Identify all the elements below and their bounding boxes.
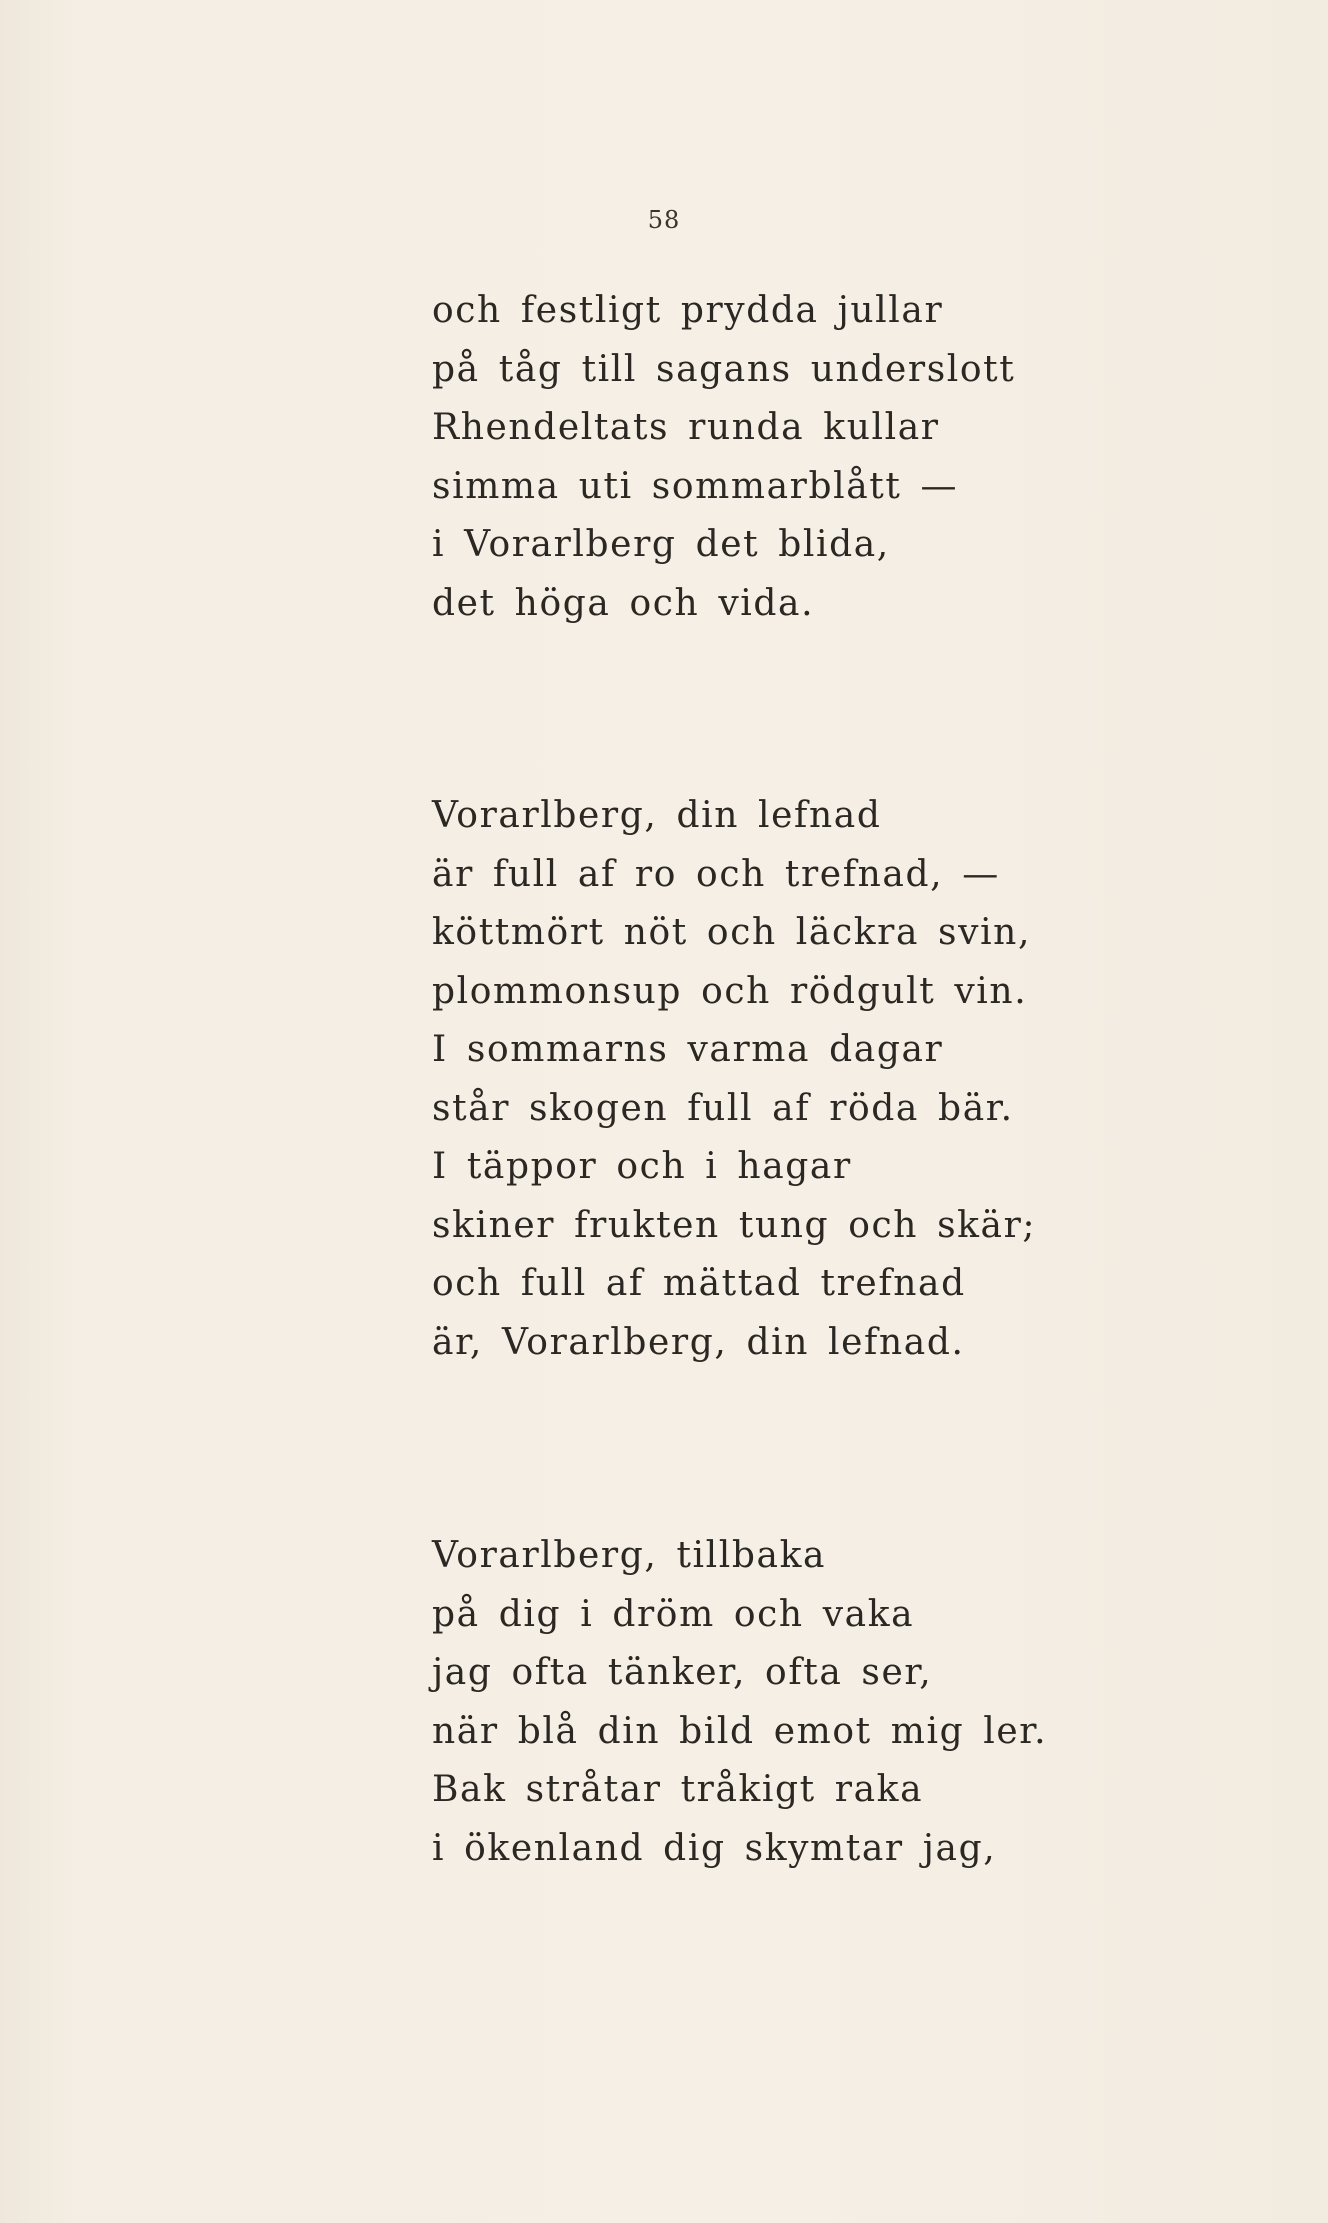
poem-line: skiner frukten tung och skär;	[432, 1204, 1037, 1246]
poem-line: Vorarlberg, tillbaka	[432, 1535, 827, 1576]
poem-line: det höga och vida.	[432, 582, 815, 624]
poem-line: i Vorarlberg det blida,	[432, 524, 890, 565]
poem-line: I sommarns varma dagar	[432, 1029, 944, 1070]
stanza-1	[432, 282, 1015, 633]
poem-line: I täppor och i hagar	[432, 1146, 852, 1187]
page-number: 58	[647, 206, 681, 234]
poem-line: står skogen full af röda bär.	[432, 1087, 1014, 1129]
poem-line: i ökenland dig skymtar jag,	[432, 1827, 997, 1869]
poem-line: och full af mättad trefnad	[432, 1263, 966, 1304]
poem-line: jag ofta tänker, ofta ser,	[432, 1652, 933, 1693]
poem-line: är, Vorarlberg, din lefnad.	[432, 1321, 965, 1363]
stanza-2	[432, 787, 1036, 1372]
poem-line: plommonsup och rödgult vin.	[432, 970, 1028, 1012]
poem-line: på tåg till sagans underslott	[432, 348, 1016, 390]
poem-line: köttmört nöt och läckra svin,	[432, 912, 1032, 953]
poem-line: på dig i dröm och vaka	[432, 1593, 915, 1635]
poem-line: och festligt prydda jullar	[432, 290, 944, 331]
poem-line: Vorarlberg, din lefnad	[432, 795, 882, 836]
poem-line: Rhendeltats runda kullar	[432, 407, 940, 448]
poem-line: Bak stråtar tråkigt raka	[432, 1769, 924, 1810]
poem-line: simma uti sommarblått —	[432, 465, 959, 507]
stanza-3	[432, 1527, 1047, 1878]
poem-line: när blå din bild emot mig ler.	[432, 1710, 1048, 1752]
poem-line: är full af ro och trefnad, —	[432, 853, 1000, 895]
